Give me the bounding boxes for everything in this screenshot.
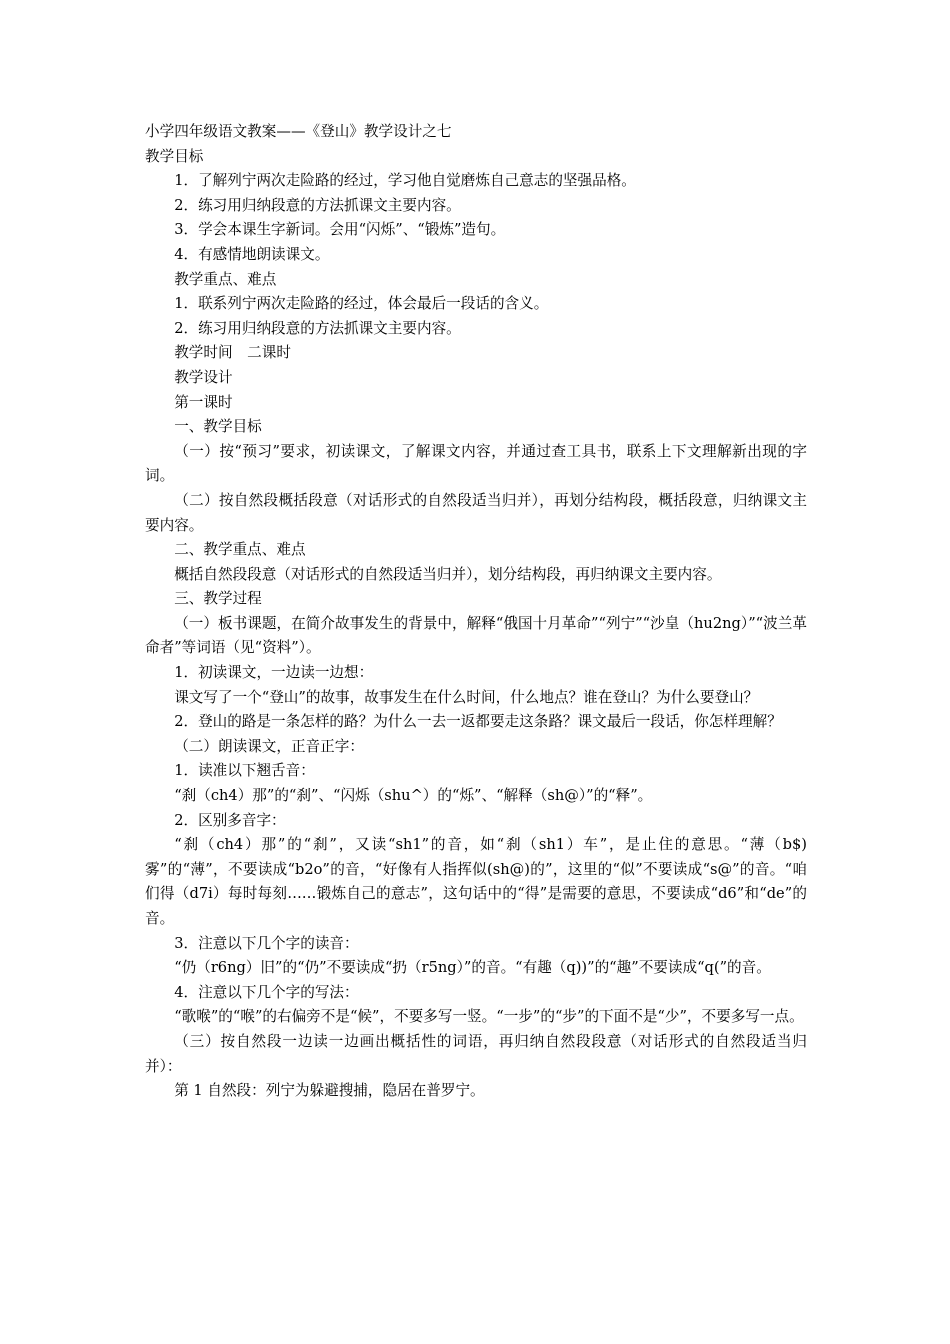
paragraph: （二）朗读课文，正音正字： [174, 737, 364, 755]
paragraph: 教学重点、难点 [174, 270, 277, 288]
paragraph: 二、教学重点、难点 [174, 541, 306, 559]
paragraph: 3．注意以下几个字的读音： [174, 934, 359, 952]
paragraph: 2．区别多音字： [174, 811, 286, 829]
paragraph-list [145, 145, 807, 1104]
paragraph: 1．联系列宁两次走险路的经过，体会最后一段话的含义。 [174, 295, 549, 313]
paragraph: （一）按“预习”要求，初读课文，了解课文内容，并通过查工具书，联系上下文理解新出现的字词。 [145, 442, 807, 485]
paragraph: 第一课时 [174, 393, 233, 411]
paragraph: 第 1 自然段：列宁为躲避搜捕，隐居在普罗宁。 [174, 1082, 485, 1100]
paragraph: 4．有感情地朗读课文。 [174, 245, 330, 263]
paragraph: 1．初读课文，一边读一边想： [174, 664, 374, 682]
paragraph: 3．学会本课生字新词。会用“闪烁”、“锻炼”造句。 [174, 221, 506, 239]
document-title: 小学四年级语文教案——《登山》教学设计之七 [145, 123, 452, 140]
paragraph: 2．练习用归纳段意的方法抓课文主要内容。 [174, 319, 461, 337]
document-body [145, 120, 807, 1104]
paragraph: 教学时间 二课时 [174, 344, 291, 362]
paragraph: 课文写了一个“登山”的故事，故事发生在什么时间，什么地点？谁在登山？为什么要登山？ [174, 688, 759, 706]
paragraph: （一）板书课题，在简介故事发生的背景中，解释“俄国十月革命”“列宁”“沙皇（hu2ng）”“波兰革命者”等词语（见“资料”）。 [145, 614, 807, 657]
paragraph: 4．注意以下几个字的写法： [174, 983, 359, 1001]
paragraph: “歌喉”的“喉”的右偏旁不是“候”，不要多写一竖。“一步”的“步”的下面不是“少”，不要多写一点。 [174, 1008, 804, 1026]
paragraph: 2．登山的路是一条怎样的路？为什么一去一返都要走这条路？课文最后一段话，你怎样理解？ [174, 713, 782, 731]
paragraph: 1．了解列宁两次走险路的经过，学习他自觉磨炼自己意志的坚强品格。 [174, 172, 636, 190]
paragraph: 教学目标 [145, 147, 204, 165]
paragraph: “刹（ch4）那”的“刹”，又读“sh1”的音，如“刹（sh1）车”，是止住的意思。“薄（b$)雾”的“薄”，不要读成“b2o”的音，“好像有人指挥似(sh@)的”，这里的“似”不要读成“s@”的音。“咱们得（d7i）每时每刻……锻炼自己的意志”，这句话中的“得”是需要的意思，不要读成“d6”和“de”的音。 [145, 836, 807, 927]
paragraph: “仍（r6ng）旧”的“仍”不要读成“扔（r5ng）”的音。“有趣（q))”的“趣”不要读成“q(”的音。 [174, 959, 771, 977]
paragraph: 一、教学目标 [174, 418, 262, 436]
paragraph: 概括自然段段意（对话形式的自然段适当归并），划分结构段，再归纳课文主要内容。 [174, 565, 722, 583]
paragraph: 2．练习用归纳段意的方法抓课文主要内容。 [174, 196, 461, 214]
paragraph: 三、教学过程 [174, 590, 262, 608]
paragraph: 1．读准以下翘舌音： [174, 762, 315, 780]
paragraph: 教学设计 [174, 368, 233, 386]
paragraph: （二）按自然段概括段意（对话形式的自然段适当归并），再划分结构段，概括段意，归纳课文主要内容。 [145, 491, 807, 534]
paragraph: （三）按自然段一边读一边画出概括性的词语，再归纳自然段段意（对话形式的自然段适当归并）： [145, 1032, 807, 1075]
paragraph: “刹（ch4）那”的“刹”、“闪烁（shu^）的“烁”、“解释（sh@）”的“释”。 [174, 787, 653, 805]
